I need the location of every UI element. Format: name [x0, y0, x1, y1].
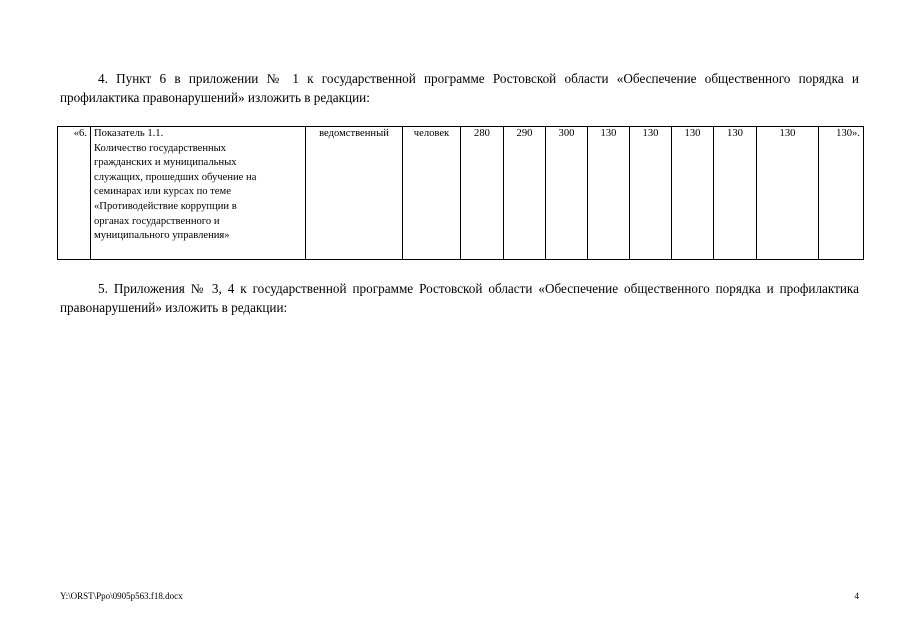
indicator-line: органах государственного и [94, 215, 220, 227]
indicator-table [57, 126, 864, 260]
indicator-line: муниципального управления» [94, 230, 230, 242]
value-cell-2: 290 [504, 127, 546, 260]
indicator-line: гражданских и муниципальных [94, 157, 237, 169]
value-cell-3: 300 [546, 127, 588, 260]
indicator-type-cell: ведомственный [306, 127, 403, 260]
row-number-cell: «6. [58, 127, 91, 260]
unit-cell: человек [403, 127, 461, 260]
indicator-line: семинарах или курсах по теме [94, 186, 231, 198]
footer-page-number: 4 [854, 591, 859, 601]
indicator-line: «Противодействие коррупции в [94, 200, 237, 212]
table-row [58, 127, 864, 260]
value-cell-9: 130». [819, 127, 864, 260]
value-cell-8: 130 [757, 127, 819, 260]
indicator-title: Показатель 1.1. [94, 128, 164, 139]
indicator-name-cell [91, 127, 306, 260]
value-cell-6: 130 [672, 127, 714, 260]
indicator-line: Количество государственных [94, 142, 227, 154]
value-cell-7: 130 [714, 127, 757, 260]
value-cell-4: 130 [588, 127, 630, 260]
indicator-line: служащих, прошедших обучение на [94, 171, 257, 183]
paragraph-5: 5. Приложения № 3, 4 к государственной программе Ростовской области «Обеспечение общественного порядка и профилактика правонарушений» изложить в редакции: [60, 281, 859, 315]
footer-file-path: Y:\ORST\Ppo\0905p563.f18.docx [60, 591, 183, 601]
paragraph-4: 4. Пункт 6 в приложении № 1 к государственной программе Ростовской области «Обеспечение общественного порядка и профилактика правонарушений» изложить в редакции: [60, 71, 859, 105]
value-cell-1: 280 [461, 127, 504, 260]
value-cell-5: 130 [630, 127, 672, 260]
